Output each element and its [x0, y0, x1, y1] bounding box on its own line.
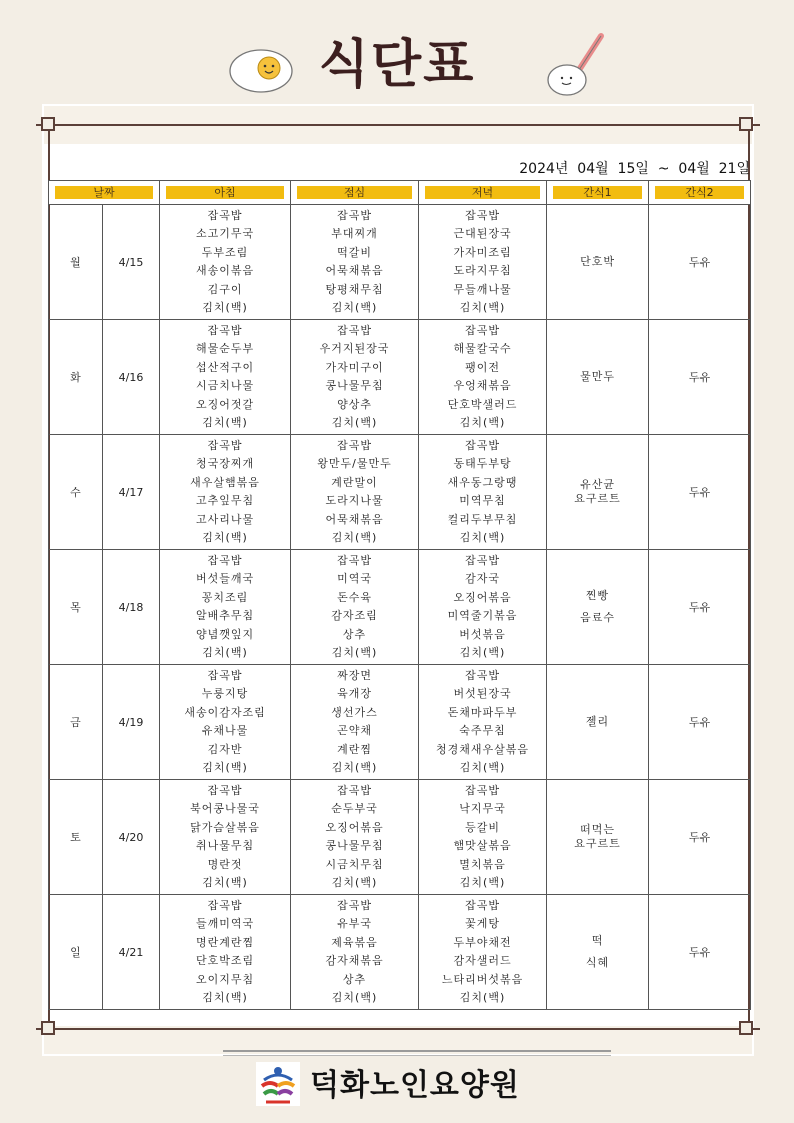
menu-item: 감자샐러드: [453, 954, 512, 968]
menu-item: 육개장: [337, 687, 372, 701]
day-row: [49, 780, 751, 895]
snack-item: 젤리: [585, 715, 610, 728]
menu-item: 돈채마파두부: [447, 705, 518, 719]
menu-item: 잡곡밥: [337, 208, 372, 222]
menu-item: 유채나물: [201, 724, 249, 738]
menu-item: 꽃게탕: [465, 917, 500, 931]
ladle-icon: [545, 30, 611, 100]
menu-item: 도라지나물: [325, 494, 384, 508]
menu-item: 콩나물무침: [325, 839, 384, 853]
dinner-items: [419, 321, 546, 434]
snack-item: 식혜: [585, 956, 610, 969]
menu-item: 근대된장국: [453, 227, 512, 241]
menu-item: 가자미구이: [325, 360, 384, 374]
breakfast-cell: [160, 205, 291, 320]
date-cell: 4/17: [103, 435, 160, 550]
menu-item: 제육볶음: [331, 935, 378, 949]
breakfast-cell: [160, 435, 291, 550]
lunch-items: [291, 781, 418, 894]
lunch-cell: [291, 435, 419, 550]
dinner-cell: [419, 435, 547, 550]
day-row: [49, 320, 751, 435]
lunch-cell: [291, 780, 419, 895]
menu-item: 김치(백): [202, 761, 248, 775]
menu-item: 김치(백): [202, 301, 248, 315]
breakfast-items: [160, 666, 290, 779]
menu-item: 고추잎무침: [195, 494, 255, 508]
snack1-cell: [547, 435, 649, 550]
date-cell: 4/21: [103, 895, 160, 1010]
menu-item: 미역줄기볶음: [447, 609, 518, 623]
menu-item: 새송이감자조림: [184, 705, 266, 719]
menu-item: 김치(백): [331, 531, 378, 545]
header-dinner: 저녁: [419, 181, 547, 205]
day-row: [49, 435, 751, 550]
menu-item: 새송이볶음: [195, 264, 255, 278]
menu-item: 생선가스: [331, 705, 378, 719]
menu-item: 명란젓: [207, 857, 243, 871]
menu-item: 김치(백): [459, 531, 506, 545]
menu-item: 누룽지탕: [201, 687, 249, 701]
menu-item: 잡곡밥: [465, 668, 500, 682]
menu-item: 버섯된장국: [453, 687, 512, 701]
menu-item: 탕평채무침: [325, 282, 384, 296]
frame-corner-bl: [41, 1021, 55, 1035]
snack1-cell: [547, 550, 649, 665]
dinner-cell: [419, 205, 547, 320]
snack-item: 물만두: [580, 370, 615, 383]
menu-item: 양념깻잎지: [195, 627, 255, 641]
day-cell: 금: [49, 665, 103, 780]
day-row: [49, 205, 751, 320]
menu-item: 김치(백): [459, 301, 506, 315]
snack1-items: [547, 589, 648, 625]
menu-item: 느타리버섯볶음: [441, 972, 524, 986]
menu-item: 해물칼국수: [453, 342, 512, 356]
dinner-items: [419, 896, 546, 1009]
snack1-cell: [547, 320, 649, 435]
snack2-cell: 두유: [649, 435, 751, 550]
menu-item: 김치(백): [459, 991, 506, 1005]
menu-item: 부대찌개: [331, 227, 378, 241]
snack-item: 요구르트: [574, 492, 621, 505]
snack-item: 떠먹는: [580, 823, 615, 836]
breakfast-items: [160, 551, 290, 664]
frame-top-line: [36, 124, 760, 126]
menu-item: 우거지된장국: [319, 342, 390, 356]
header-date: 날짜: [49, 181, 160, 205]
footer-divider: [223, 1050, 611, 1052]
breakfast-items: [160, 321, 290, 434]
menu-item: 상추: [342, 627, 367, 641]
menu-item: 버섯볶음: [459, 627, 506, 641]
date-range: 2024년 04월 15일 ~ 04월 21일: [519, 161, 750, 177]
menu-item: 김치(백): [459, 416, 506, 430]
lunch-cell: [291, 895, 419, 1010]
menu-item: 낙지무국: [459, 802, 506, 816]
date-cell: 4/15: [103, 205, 160, 320]
menu-item: 잡곡밥: [337, 438, 372, 452]
menu-item: 오징어젓갈: [195, 397, 255, 411]
menu-item: 소고기무국: [195, 227, 255, 241]
menu-item: 팽이전: [465, 360, 500, 374]
menu-item: 동태두부탕: [453, 457, 512, 471]
menu-item: 멸치볶음: [459, 857, 506, 871]
menu-item: 상추: [342, 972, 367, 986]
breakfast-cell: [160, 320, 291, 435]
day-cell: 월: [49, 205, 103, 320]
snack1-cell: [547, 895, 649, 1010]
menu-item: 김치(백): [202, 876, 248, 890]
breakfast-items: [160, 206, 290, 319]
dinner-items: [419, 781, 546, 894]
menu-item: 유부국: [337, 917, 372, 931]
menu-item: 잡곡밥: [337, 323, 372, 337]
menu-item: 양상추: [337, 397, 372, 411]
menu-item: 닭가슴살볶음: [190, 820, 260, 834]
lunch-cell: [291, 550, 419, 665]
snack1-items: [547, 823, 648, 851]
menu-item: 잡곡밥: [337, 898, 372, 912]
header-lunch: 점심: [291, 181, 419, 205]
lunch-items: [291, 551, 418, 664]
menu-item: 알배추무침: [195, 609, 255, 623]
menu-item: 햄맛살볶음: [453, 839, 512, 853]
menu-item: 잡곡밥: [207, 668, 243, 682]
menu-item: 김치(백): [459, 646, 506, 660]
menu-item: 감자채볶음: [325, 954, 384, 968]
menu-item: 잡곡밥: [207, 438, 243, 452]
menu-item: 잡곡밥: [465, 553, 500, 567]
menu-item: 잡곡밥: [465, 208, 500, 222]
footer-divider-thin: [223, 1055, 611, 1056]
menu-item: 감자국: [465, 572, 500, 586]
menu-item: 오징어볶음: [325, 820, 384, 834]
breakfast-items: [160, 896, 290, 1009]
menu-item: 김치(백): [331, 991, 378, 1005]
menu-item: 잡곡밥: [465, 438, 500, 452]
snack1-cell: [547, 205, 649, 320]
menu-item: 왕만두/물만두: [317, 457, 392, 471]
menu-item: 등갈비: [465, 820, 500, 834]
snack-item: 찐빵: [585, 589, 610, 602]
breakfast-cell: [160, 550, 291, 665]
lunch-cell: [291, 665, 419, 780]
snack-item: 음료수: [580, 611, 615, 624]
snack1-cell: [547, 780, 649, 895]
lunch-items: [291, 321, 418, 434]
menu-item: 잡곡밥: [337, 553, 372, 567]
menu-item: 가자미조림: [453, 245, 512, 259]
day-row: [49, 550, 751, 665]
menu-item: 꽁치조림: [201, 590, 249, 604]
snack1-items: [547, 478, 648, 506]
date-cell: 4/16: [103, 320, 160, 435]
header-breakfast: 아침: [160, 181, 291, 205]
snack2-cell: 두유: [649, 665, 751, 780]
menu-item: 어묵채볶음: [325, 264, 384, 278]
menu-table: [48, 180, 751, 1010]
menu-item: 시금치나물: [195, 379, 255, 393]
dinner-items: [419, 666, 546, 779]
dinner-cell: [419, 320, 547, 435]
snack1-items: [547, 370, 648, 384]
lunch-items: [291, 436, 418, 549]
day-cell: 목: [49, 550, 103, 665]
menu-item: 어묵채볶음: [325, 512, 384, 526]
menu-item: 떡갈비: [337, 245, 372, 259]
menu-item: 청경채새우살볶음: [436, 742, 530, 756]
day-row: [49, 665, 751, 780]
menu-item: 북어콩나물국: [190, 802, 260, 816]
breakfast-cell: [160, 665, 291, 780]
fried-egg-icon: [228, 48, 294, 94]
header-snack1: 간식1: [547, 181, 649, 205]
menu-item: 김치(백): [459, 876, 506, 890]
menu-item: 오징어볶음: [453, 590, 512, 604]
menu-item: 미역국: [337, 572, 372, 586]
menu-item: 두부조림: [201, 245, 249, 259]
dinner-items: [419, 436, 546, 549]
menu-item: 김구이: [207, 282, 243, 296]
menu-item: 김치(백): [202, 991, 248, 1005]
menu-item: 김치(백): [331, 646, 378, 660]
menu-item: 순두부국: [331, 802, 378, 816]
dinner-cell: [419, 895, 547, 1010]
menu-item: 미역무침: [459, 494, 506, 508]
menu-item: 단호박샐러드: [447, 397, 518, 411]
menu-item: 감자조림: [331, 609, 378, 623]
menu-item: 김치(백): [202, 646, 248, 660]
menu-item: 짜장면: [337, 668, 372, 682]
breakfast-items: [160, 436, 290, 549]
menu-item: 버섯들깨국: [195, 572, 255, 586]
menu-item: 잡곡밥: [465, 783, 500, 797]
menu-item: 고사리나물: [195, 512, 255, 526]
snack2-cell: 두유: [649, 780, 751, 895]
menu-item: 잡곡밥: [207, 553, 243, 567]
day-cell: 수: [49, 435, 103, 550]
snack2-cell: 두유: [649, 895, 751, 1010]
menu-item: 우엉채볶음: [453, 379, 512, 393]
menu-item: 잡곡밥: [207, 783, 243, 797]
day-cell: 일: [49, 895, 103, 1010]
menu-item: 김치(백): [202, 416, 248, 430]
lunch-items: [291, 896, 418, 1009]
frame-corner-tl: [41, 117, 55, 131]
menu-item: 곤약채: [337, 724, 372, 738]
frame-corner-br: [739, 1021, 753, 1035]
menu-item: 잡곡밥: [207, 208, 243, 222]
menu-item: 컬리두부무침: [447, 512, 518, 526]
menu-item: 잡곡밥: [207, 898, 243, 912]
menu-item: 잡곡밥: [207, 323, 243, 337]
snack-item: 떡: [591, 934, 604, 947]
day-cell: 토: [49, 780, 103, 895]
menu-item: 잡곡밥: [465, 898, 500, 912]
menu-item: 김치(백): [331, 876, 378, 890]
breakfast-cell: [160, 895, 291, 1010]
day-row: [49, 895, 751, 1010]
menu-item: 김치(백): [459, 761, 506, 775]
menu-item: 잡곡밥: [465, 323, 500, 337]
day-cell: 화: [49, 320, 103, 435]
menu-item: 김치(백): [202, 531, 248, 545]
menu-item: 단호박조림: [195, 954, 255, 968]
lunch-cell: [291, 205, 419, 320]
date-cell: 4/20: [103, 780, 160, 895]
menu-item: 명란계란찜: [195, 935, 255, 949]
snack-item: 단호박: [580, 255, 615, 268]
snack1-cell: [547, 665, 649, 780]
header-snack2: 간식2: [649, 181, 751, 205]
menu-item: 무들깨나물: [453, 282, 512, 296]
menu-item: 김치(백): [331, 416, 378, 430]
dinner-items: [419, 206, 546, 319]
menu-item: 김치(백): [331, 301, 378, 315]
menu-item: 김치(백): [331, 761, 378, 775]
dinner-items: [419, 551, 546, 664]
lunch-items: [291, 666, 418, 779]
snack1-items: [547, 715, 648, 729]
snack-item: 요구르트: [574, 837, 621, 850]
frame-bottom-line: [36, 1028, 760, 1030]
menu-item: 취나물무침: [195, 839, 255, 853]
lunch-cell: [291, 320, 419, 435]
breakfast-items: [160, 781, 290, 894]
organization-name: 덕화노인요양원: [310, 1068, 520, 1103]
snack-item: 유산균: [580, 478, 615, 491]
menu-item: 시금치무침: [325, 857, 384, 871]
snack1-items: [547, 255, 648, 269]
menu-item: 청국장찌개: [195, 457, 255, 471]
organization-logo-icon: [256, 1062, 300, 1106]
menu-item: 새우살햄볶음: [190, 475, 260, 489]
snack1-items: [547, 934, 648, 970]
menu-item: 콩나물무침: [325, 379, 384, 393]
lunch-items: [291, 206, 418, 319]
menu-item: 김자반: [207, 742, 243, 756]
menu-item: 새우동그랑땡: [447, 475, 518, 489]
menu-item: 돈수육: [337, 590, 372, 604]
snack2-cell: 두유: [649, 550, 751, 665]
page-title: 식단표: [318, 35, 476, 95]
menu-item: 잡곡밥: [337, 783, 372, 797]
menu-item: 오이지무침: [195, 972, 255, 986]
menu-item: 숙주무침: [459, 724, 506, 738]
date-cell: 4/18: [103, 550, 160, 665]
snack2-cell: 두유: [649, 320, 751, 435]
snack2-cell: 두유: [649, 205, 751, 320]
breakfast-cell: [160, 780, 291, 895]
menu-item: 두부야채전: [453, 935, 512, 949]
menu-item: 도라지무침: [453, 264, 512, 278]
dinner-cell: [419, 665, 547, 780]
dinner-cell: [419, 550, 547, 665]
menu-item: 계란말이: [331, 475, 378, 489]
dinner-cell: [419, 780, 547, 895]
date-cell: 4/19: [103, 665, 160, 780]
menu-item: 해물순두부: [195, 342, 255, 356]
header-row: [49, 181, 751, 205]
frame-corner-tr: [739, 117, 753, 131]
menu-item: 들깨미역국: [195, 917, 255, 931]
menu-item: 섭산적구이: [195, 360, 255, 374]
menu-item: 계란찜: [337, 742, 372, 756]
